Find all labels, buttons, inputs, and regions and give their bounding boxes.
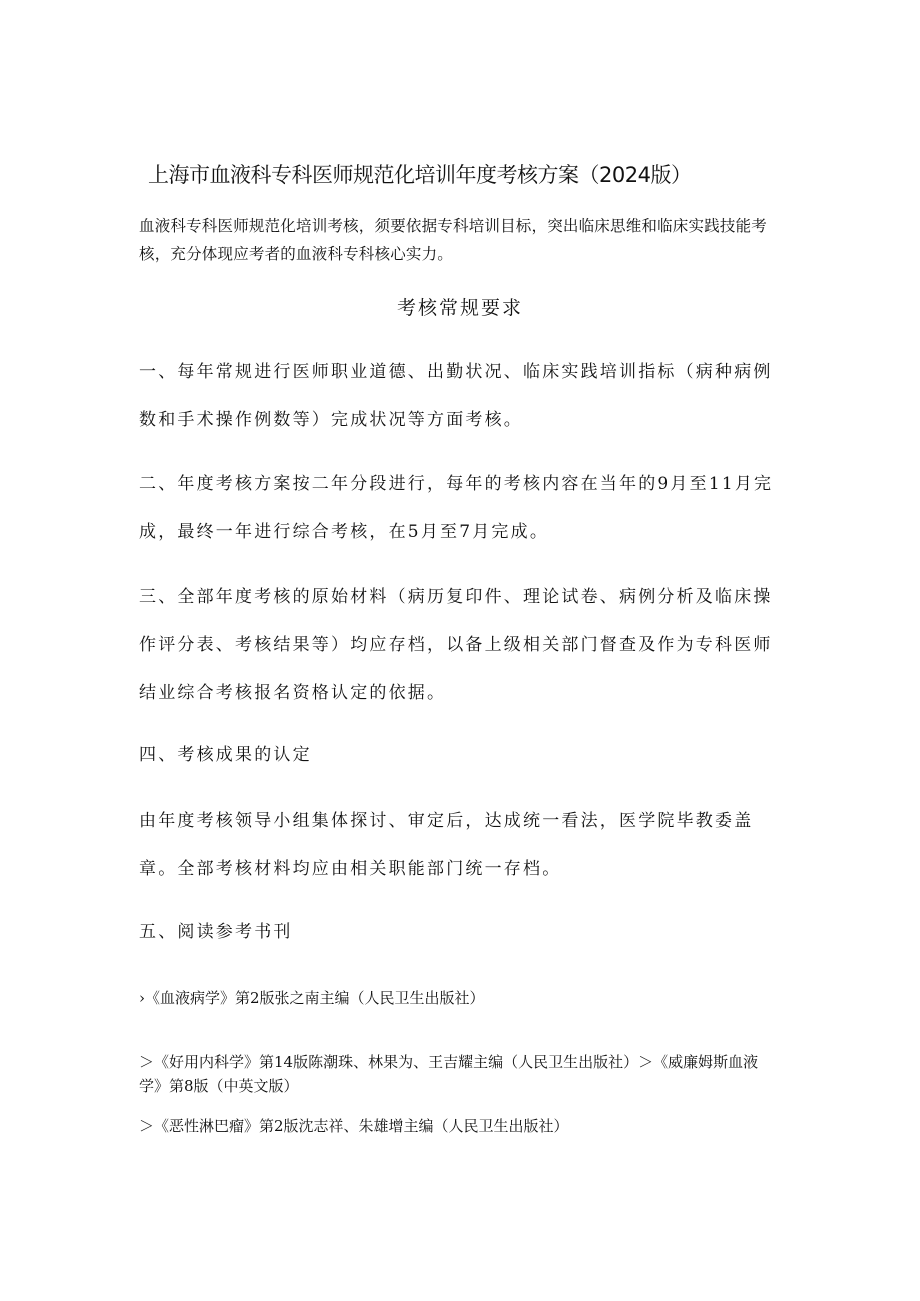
reference-item-2: ＞《好用内科学》第14版陈潮珠、林果为、王吉耀主编（人民卫生出版社）＞《威廉姆斯血液学》第8版（中英文版） — [139, 1053, 759, 1095]
reference-item-1: ›《血液病学》第2版张之南主编（人民卫生出版社） — [139, 989, 485, 1007]
paragraph-item-4-heading: 四、考核成果的认定 — [139, 745, 312, 765]
paragraph-item-4-body: 由年度考核领导小组集体探讨、审定后，达成统一看法，医学院毕教委盖章。全部考核材料均应由相关职能部门统一存档。 — [139, 811, 754, 879]
paragraph-item-5-heading: 五、阅读参考书刊 — [139, 922, 293, 942]
reference-item-3: ＞《恶性淋巴瘤》第2版沈志祥、朱雄增主编（人民卫生出版社） — [139, 1117, 569, 1135]
paragraph-item-2: 二、年度考核方案按二年分段进行，每年的考核内容在当年的9月至11月完成，最终一年进行综合考核，在5月至7月完成。 — [139, 474, 774, 542]
paragraph-item-3: 三、全部年度考核的原始材料（病历复印件、理论试卷、病例分析及临床操作评分表、考核结果等）均应存档，以备上级相关部门督查及作为专科医师结业综合考核报名资格认定的依据。 — [139, 587, 773, 703]
intro-paragraph: 血液科专科医师规范化培训考核，须要依据专科培训目标，突出临床思维和临床实践技能考核，充分体现应考者的血液科专科核心实力。 — [139, 217, 768, 263]
paragraph-item-1: 一、每年常规进行医师职业道德、出勤状况、临床实践培训指标（病种病例数和手术操作例数等）完成状况等方面考核。 — [139, 362, 773, 430]
section-heading: 考核常规要求 — [396, 297, 523, 319]
document-title: 上海市血液科专科医师规范化培训年度考核方案（2024版） — [148, 163, 692, 187]
